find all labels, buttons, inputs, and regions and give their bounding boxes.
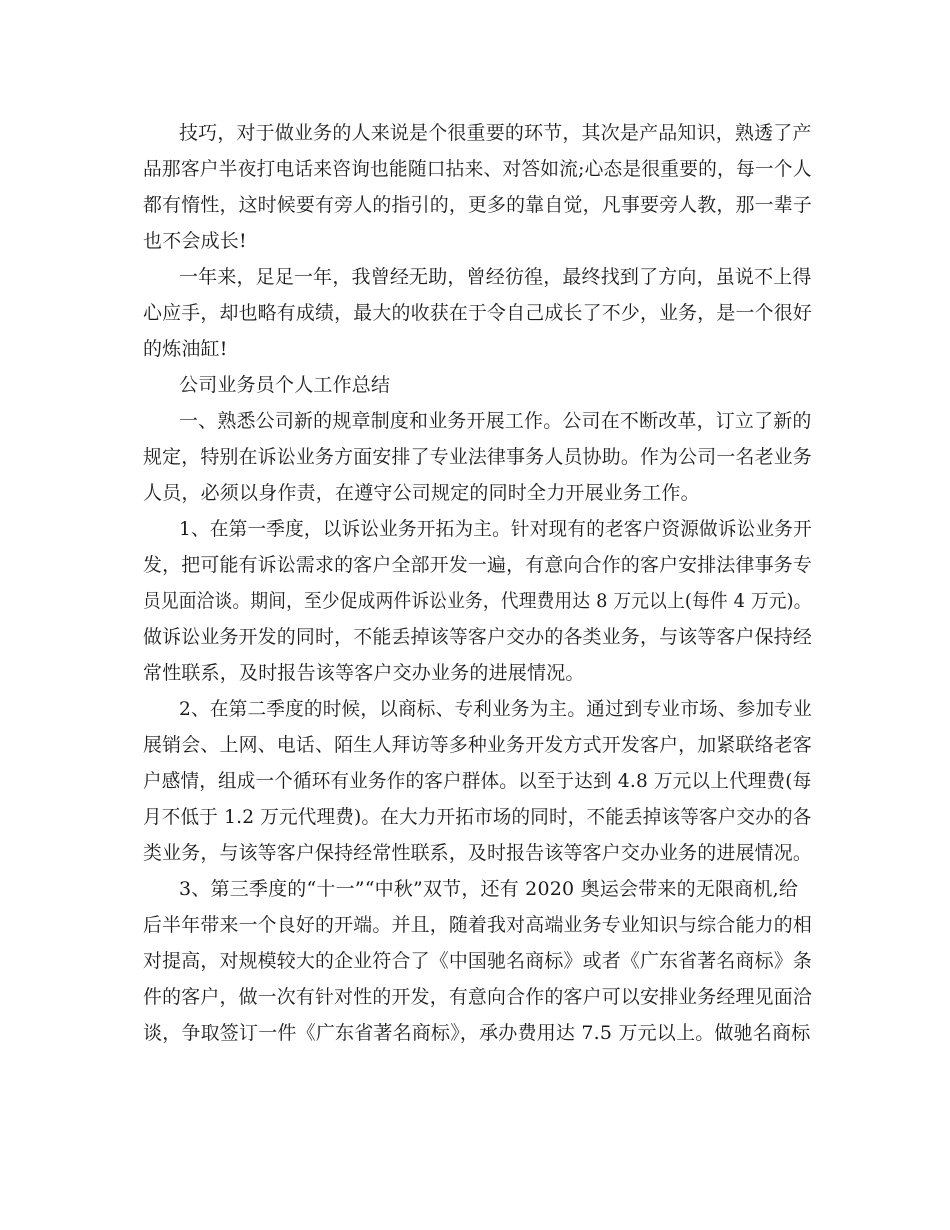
paragraph-line: 常性联系，及时报告该等客户交办业务的进展情况。 [143, 662, 585, 684]
paragraph-line: 技巧，对于做业务的人来说是个很重要的环节，其次是产品知识，熟透了产 [179, 122, 812, 144]
paragraph-line: 类业务，与该等客户保持经常性联系，及时报告该等客户交办业务的进展情况。 [143, 842, 812, 864]
paragraph-line: 发，把可能有诉讼需求的客户全部开发一遍，有意向合作的客户安排法律事务专 [143, 554, 812, 576]
paragraph-line: 员见面洽谈。期间，至少促成两件诉讼业务，代理费用达 8 万元以上(每件 4 万元)。 [143, 590, 812, 612]
paragraph-line: 人员，必须以身作责，在遵守公司规定的同时全力开展业务工作。 [143, 482, 700, 504]
paragraph-line: 谈，争取签订一件《广东省著名商标》，承办费用达 7.5 万元以上。做驰名商标 [143, 1022, 811, 1044]
paragraph-line: 都有惰性，这时候要有旁人的指引的，更多的靠自觉，凡事要旁人教，那一辈子 [143, 194, 812, 216]
paragraph-line: 1、在第一季度，以诉讼业务开拓为主。针对现有的老客户资源做诉讼业务开 [179, 518, 812, 540]
section-title: 公司业务员个人工作总结 [179, 374, 391, 396]
paragraph-line: 的炼油缸! [143, 338, 228, 360]
paragraph-line: 户感情，组成一个循环有业务作的客户群体。以至于达到 4.8 万元以上代理费(每 [143, 770, 812, 792]
paragraph-line: 一、熟悉公司新的规章制度和业务开展工作。公司在不断改革，订立了新的 [179, 410, 812, 432]
paragraph-line: 心应手，却也略有成绩，最大的收获在于令自己成长了不少，业务，是一个很好 [143, 302, 812, 324]
paragraph-line: 2、在第二季度的时候，以商标、专利业务为主。通过到专业市场、参加专业 [179, 698, 812, 720]
paragraph-line: 月不低于 1.2 万元代理费)。在大力开拓市场的同时，不能丢掉该等客户交办的各 [143, 806, 812, 828]
paragraph-line: 后半年带来一个良好的开端。并且，随着我对高端业务专业知识与综合能力的相 [143, 914, 812, 936]
paragraph-line: 做诉讼业务开发的同时，不能丢掉该等客户交办的各类业务，与该等客户保持经 [143, 626, 812, 648]
paragraph-line: 也不会成长! [143, 230, 247, 252]
paragraph-line: 展销会、上网、电话、陌生人拜访等多种业务开发方式开发客户，加紧联络老客 [143, 734, 812, 756]
paragraph-line: 一年来，足足一年，我曾经无助，曾经彷徨，最终找到了方向，虽说不上得 [179, 266, 812, 288]
paragraph-line: 件的客户，做一次有针对性的开发，有意向合作的客户可以安排业务经理见面洽 [143, 986, 812, 1008]
paragraph-line: 规定，特别在诉讼业务方面安排了专业法律事务人员协助。作为公司一名老业务 [143, 446, 812, 468]
paragraph-line: 品那客户半夜打电话来咨询也能随口拈来、对答如流;心态是很重要的，每一个人 [143, 158, 812, 180]
paragraph-line: 对提高，对规模较大的企业符合了《中国驰名商标》或者《广东省著名商标》条 [143, 950, 812, 972]
paragraph-line: 3、第三季度的“十一”“中秋”双节，还有 2020 奥运会带来的无限商机,给 [179, 878, 799, 900]
